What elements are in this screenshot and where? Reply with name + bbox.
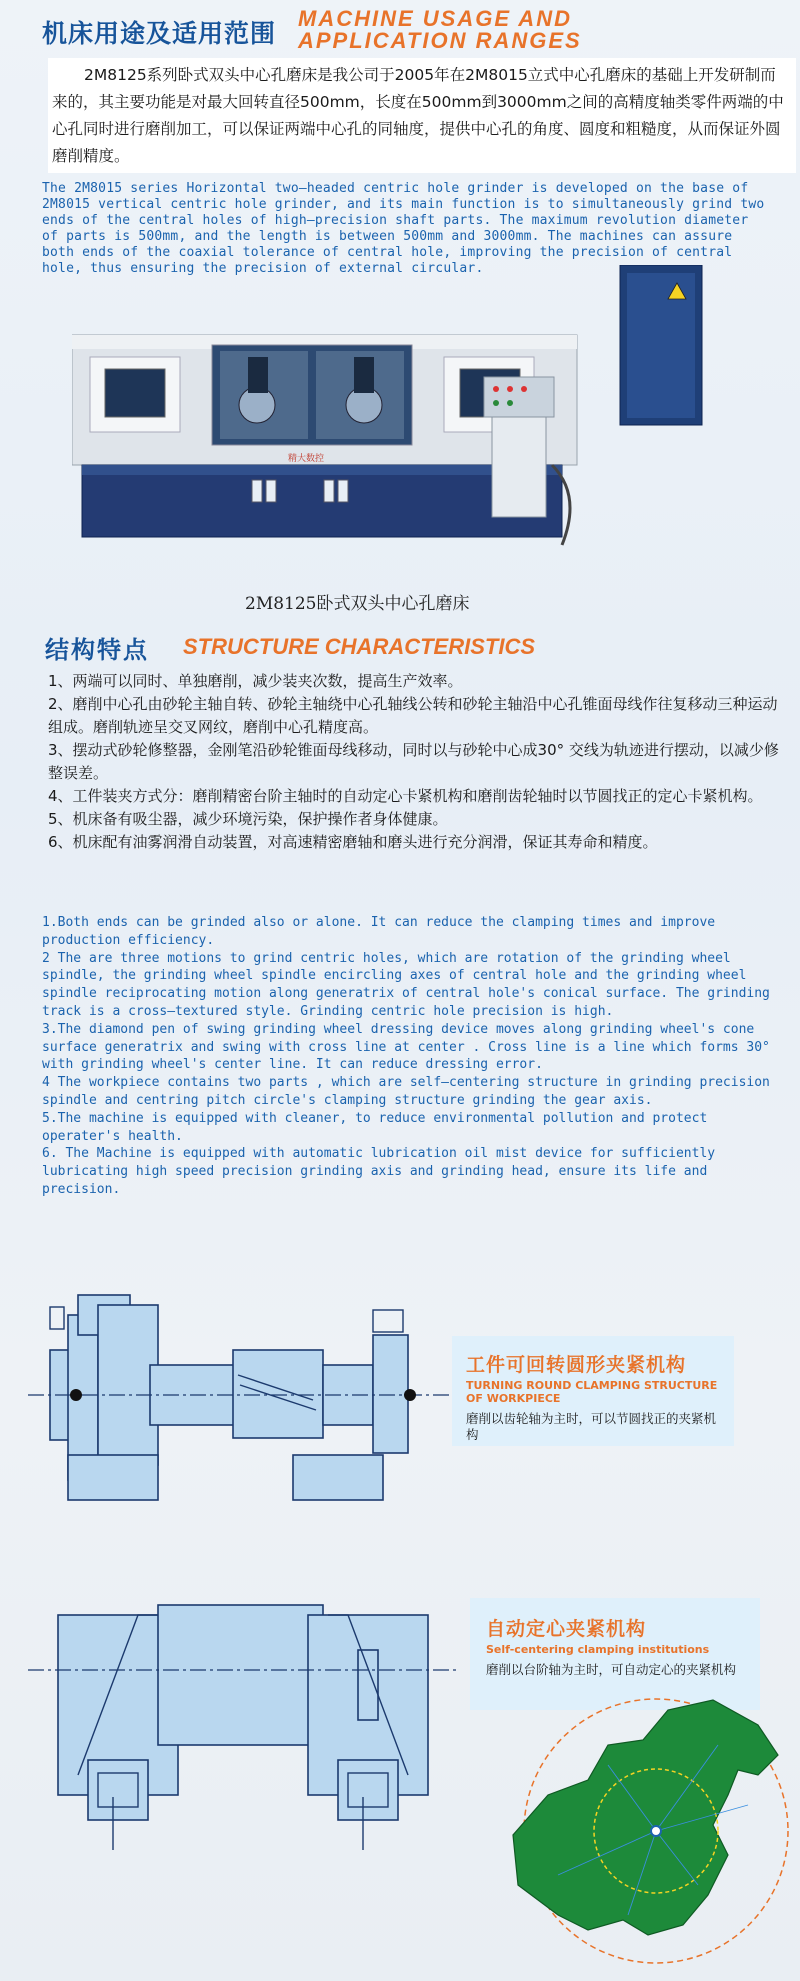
- structure-item-cn: 1、两端可以同时、单独磨削，减少装夹次数，提高生产效率。: [48, 672, 463, 690]
- structure-item-en: 3.The diamond pen of swing grinding wheel dressing device moves along grinding wheel's cone surface generatrix and swing with cross line at center . Cross line is a line which forms 30° with grinding wheel's center line. It can reduce dressing error.: [42, 1021, 770, 1073]
- rotary-clamping-callout: [452, 1336, 734, 1446]
- china-map-graphic: [458, 1685, 800, 1981]
- machine-brand-label: 精大数控: [288, 454, 325, 464]
- structure-item-en: 4 The workpiece contains two parts , which are self—centering structure in grinding precision spindle and centring pitch circle's clamping structure grinding the gear axis.: [42, 1075, 770, 1108]
- rotary-clamping-diagram: [28, 1255, 458, 1525]
- structure-item-en: 5.The machine is equipped with cleaner, to reduce environmental pollution and protect operater's health.: [42, 1110, 708, 1144]
- structure-item-en: 2 The are three motions to grind centric holes, which are rotation of the grinding wheel spindle, the grinding wheel spindle encircling axes of central hole and the grinding wheel spindle reciprocating motion along generatrix of central hole's conical surface. The grinding track is a cross—textured style. Grinding centric hole precision is high.: [42, 950, 770, 1019]
- self-centering-desc: 磨削以台阶轴为主时，可自动定心的夹紧机构: [486, 1662, 737, 1677]
- structure-item-en: 1.Both ends can be grinded also or alone. It can reduce the clamping times and improve production efficiency.: [42, 915, 716, 948]
- usage-title-cn: 机床用途及适用范围: [42, 19, 277, 48]
- structure-list-en: [42, 914, 772, 1199]
- self-centering-title-cn: 自动定心夹紧机构: [486, 1618, 647, 1640]
- usage-paragraph-en: The 2M8015 series Horizontal two—headed centric hole grinder is developed on the base of 2M8015 vertical centric hole grinder, and its main function is to simultaneously grind two ends of the central holes of high—precision shaft parts. The maximum revolution diameter of parts is 500mm, and the length is between 500mm and 3000mm. The machines can assure both ends of the coaxial tolerance of central hole, improving the precision of central hole, thus ensuring the precision of external circular.: [42, 181, 765, 276]
- structure-title-en: STRUCTURE CHARACTERISTICS: [183, 634, 535, 659]
- structure-item-cn: 6、机床配有油雾润滑自动装置，对高速精密磨轴和磨头进行充分润滑，保证其寿命和精度。: [48, 833, 658, 851]
- self-centering-title-en: Self-centering clamping institutions: [486, 1643, 710, 1656]
- machine-caption: 2M8125卧式双头中心孔磨床: [245, 594, 470, 614]
- rotary-clamping-desc: 磨削以齿轮轴为主时，可以节圆找正的夹紧机构: [466, 1411, 717, 1442]
- self-centering-clamping-diagram: [28, 1575, 458, 1855]
- rotary-clamping-title-cn: 工件可回转圆形夹紧机构: [466, 1354, 687, 1376]
- usage-paragraph-cn: 2M8125系列卧式双头中心孔磨床是我公司于2005年在2M8015立式中心孔磨床的基础上开发研制而来的，其主要功能是对最大回转直径500mm，长度在500mm到3000mm之间的高精度轴类零件两端的中心孔同时进行磨削加工，可以保证两端中心孔的同轴度，提供中心孔的角度、圆度和粗糙度，从而保证外圆磨削精度。: [52, 66, 784, 165]
- usage-title-en: [298, 8, 582, 52]
- structure-item-cn: 5、机床备有吸尘器，减少环境污染，保护操作者身体健康。: [48, 810, 448, 828]
- machine-illustration: [72, 265, 732, 625]
- rotary-clamping-title-en: TURNING ROUND CLAMPING STRUCTURE OF WORKPIECE: [466, 1379, 718, 1405]
- structure-title-cn: 结构特点: [45, 636, 149, 664]
- usage-title-en-line1: MACHINE USAGE AND: [298, 6, 572, 31]
- structure-item-cn: 4、工件装夹方式分：磨削精密台阶主轴时的自动定心卡紧机构和磨削齿轮轴时以节圆找正的定心卡紧机构。: [48, 787, 763, 805]
- usage-title-en-line2: APPLICATION RANGES: [298, 28, 582, 53]
- structure-list-cn: [48, 670, 783, 854]
- structure-item-en: 6. The Machine is equipped with automatic lubrication oil mist device for sufficiently lubricating high speed precision grinding axis and grinding head, ensure its life and precision.: [42, 1146, 716, 1197]
- structure-item-cn: 3、摆动式砂轮修整器，金刚笔沿砂轮锥面母线移动，同时以与砂轮中心成30° 交线为轨迹进行摆动，以减少修整误差。: [48, 741, 779, 782]
- structure-item-cn: 2、磨削中心孔由砂轮主轴自转、砂轮主轴绕中心孔轴线公转和砂轮主轴沿中心孔锥面母线作往复移动三种运动组成。磨削轨迹呈交叉网纹，磨削中心孔精度高。: [48, 695, 778, 736]
